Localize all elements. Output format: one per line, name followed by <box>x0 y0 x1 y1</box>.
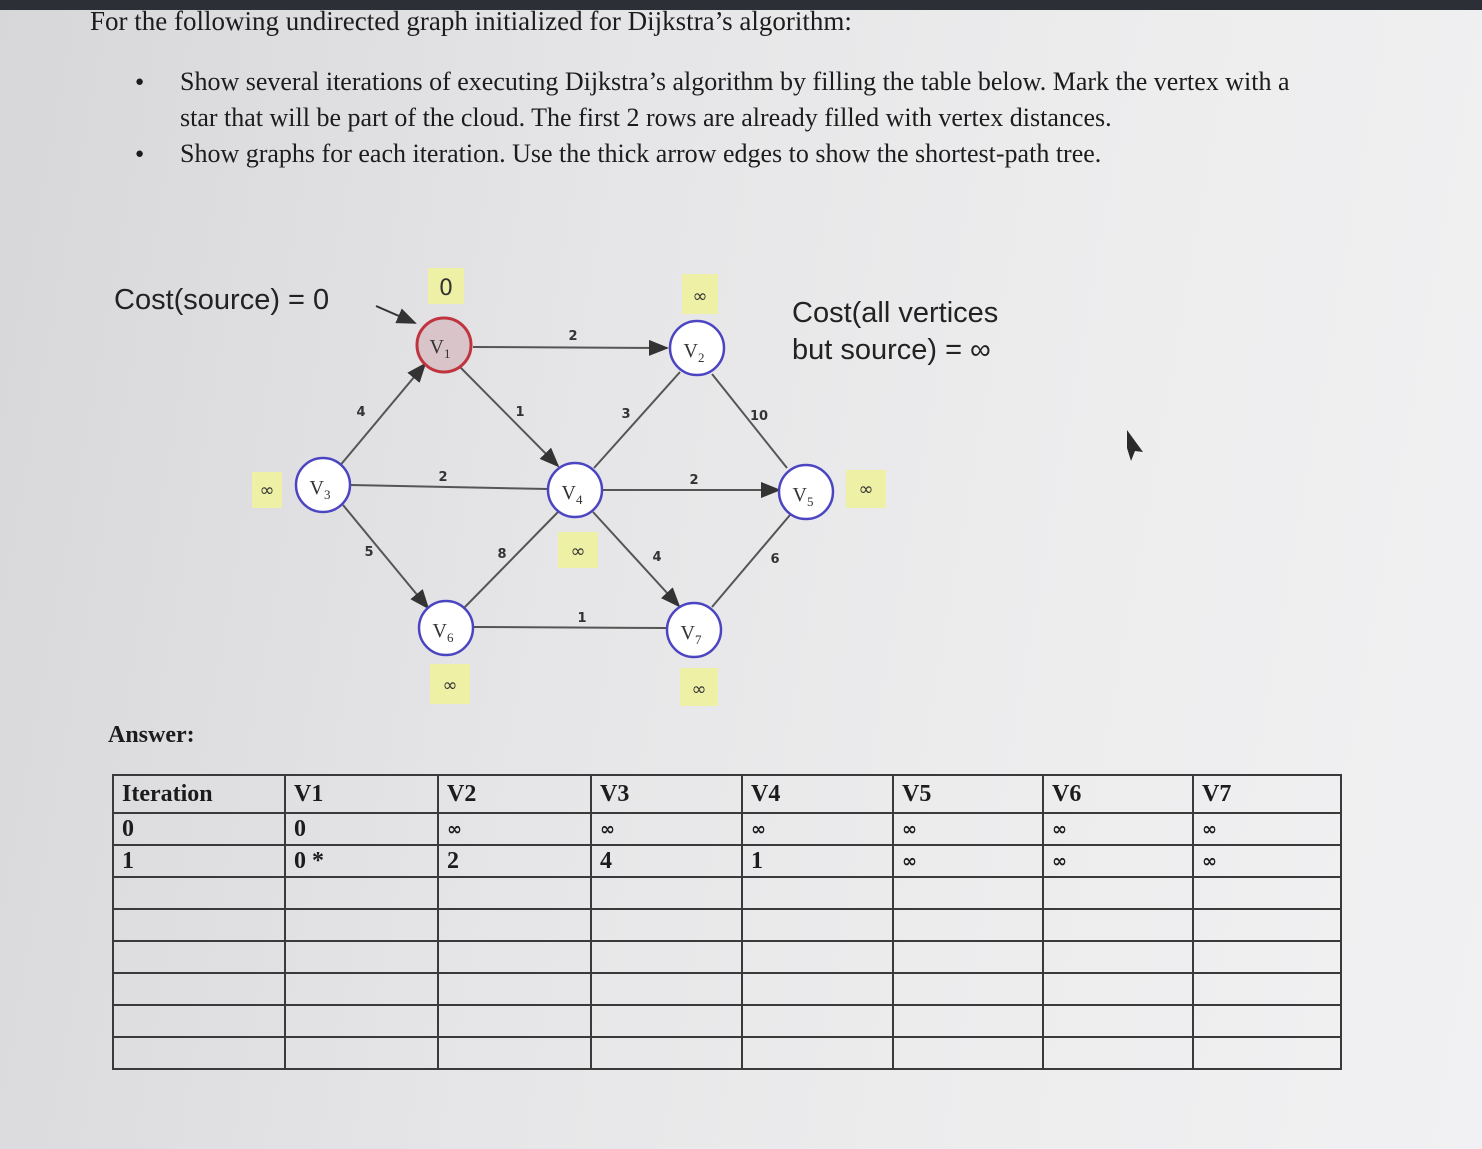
edge-weight: 2 <box>568 329 578 344</box>
edge-weight: 6 <box>770 552 780 567</box>
table-cell[interactable]: ∞ <box>893 813 1043 845</box>
table-cell[interactable] <box>742 973 893 1005</box>
table-cell[interactable]: ∞ <box>893 845 1043 877</box>
source-pointer-arrow <box>376 306 415 323</box>
table-cell[interactable] <box>113 909 285 941</box>
table-cell[interactable] <box>893 1037 1043 1069</box>
table-cell[interactable]: ∞ <box>1043 845 1193 877</box>
edge-weight: 2 <box>438 470 448 485</box>
vertex-label: $V_2$ <box>683 340 705 365</box>
table-cell[interactable] <box>893 877 1043 909</box>
vertex-label: $V_7$ <box>680 622 702 647</box>
table-cell[interactable]: 1 <box>113 845 285 877</box>
column-header: V7 <box>1193 775 1341 813</box>
cost-source-label: Cost(source) = 0 <box>114 284 330 316</box>
table-cell[interactable] <box>285 941 438 973</box>
distance-label-v7: ∞ <box>691 679 707 700</box>
table-row <box>113 909 1341 941</box>
vertex-label: $V_3$ <box>309 477 331 502</box>
table-cell[interactable] <box>893 941 1043 973</box>
table-cell[interactable] <box>113 941 285 973</box>
table-cell[interactable] <box>1043 909 1193 941</box>
table-cell[interactable] <box>742 941 893 973</box>
edge-weight: 1 <box>577 611 587 626</box>
table-row <box>113 845 1341 877</box>
table-cell[interactable] <box>591 1037 742 1069</box>
edge-weight: 1 <box>515 405 525 420</box>
cost-others-label: but source) = ∞ <box>792 334 991 366</box>
table-cell[interactable] <box>591 877 742 909</box>
table-cell[interactable]: 2 <box>438 845 591 877</box>
table-cell[interactable]: ∞ <box>742 813 893 845</box>
edge-v4-v7 <box>593 512 679 606</box>
edge-weight: 4 <box>356 405 366 420</box>
edge-weight: 5 <box>364 545 374 560</box>
dijkstra-iteration-table <box>112 774 1342 1070</box>
instruction-list <box>135 64 1315 172</box>
distance-label-v4: ∞ <box>570 541 586 562</box>
table-row <box>113 1037 1341 1069</box>
table-cell[interactable] <box>1193 877 1341 909</box>
table-cell[interactable] <box>591 909 742 941</box>
table-cell[interactable]: ∞ <box>1043 813 1193 845</box>
table-cell[interactable] <box>1193 973 1341 1005</box>
mouse-cursor-icon <box>1127 430 1143 461</box>
cost-others-label: Cost(all vertices <box>792 297 999 329</box>
table-cell[interactable] <box>285 877 438 909</box>
edge-weight: 10 <box>749 409 769 424</box>
distance-label-v3: ∞ <box>259 480 275 501</box>
table-cell[interactable] <box>1193 909 1341 941</box>
table-cell[interactable] <box>113 877 285 909</box>
distance-label-v2: ∞ <box>692 286 708 307</box>
table-cell[interactable] <box>113 973 285 1005</box>
column-header: V1 <box>285 775 438 813</box>
table-cell[interactable] <box>893 909 1043 941</box>
table-cell[interactable]: 1 <box>742 845 893 877</box>
table-cell[interactable] <box>1043 941 1193 973</box>
table-cell[interactable] <box>591 941 742 973</box>
table-cell[interactable] <box>742 909 893 941</box>
column-header: V4 <box>742 775 893 813</box>
edge-v1-v2 <box>473 347 667 348</box>
table-cell[interactable] <box>1193 1037 1341 1069</box>
table-cell[interactable] <box>438 941 591 973</box>
table-cell[interactable] <box>1193 941 1341 973</box>
table-cell[interactable] <box>113 1005 285 1037</box>
table-cell[interactable]: ∞ <box>438 813 591 845</box>
table-cell[interactable] <box>285 909 438 941</box>
table-cell[interactable] <box>742 877 893 909</box>
distance-label-v1: 0 <box>439 276 453 301</box>
vertex-label: $V_6$ <box>432 620 454 645</box>
distance-label-v6: ∞ <box>442 675 458 696</box>
table-cell[interactable] <box>893 1005 1043 1037</box>
table-cell[interactable] <box>438 1037 591 1069</box>
edge-v4-v2 <box>594 372 680 468</box>
table-cell[interactable] <box>742 1037 893 1069</box>
table-cell[interactable]: 0 * <box>285 845 438 877</box>
table-cell[interactable] <box>1043 973 1193 1005</box>
table-cell[interactable] <box>285 1005 438 1037</box>
table-cell[interactable] <box>113 1037 285 1069</box>
table-header-row <box>113 775 1341 813</box>
edge-v3-v4 <box>350 485 548 489</box>
table-row <box>113 973 1341 1005</box>
edge-weight: 3 <box>621 407 631 422</box>
table-cell[interactable] <box>742 1005 893 1037</box>
table-cell[interactable] <box>1043 877 1193 909</box>
table-cell[interactable] <box>591 973 742 1005</box>
table-cell[interactable]: ∞ <box>591 813 742 845</box>
question-heading: For the following undirected graph initialized for Dijkstra’s algorithm: <box>90 6 852 36</box>
column-header: Iteration <box>113 775 285 813</box>
table-cell[interactable] <box>1043 1005 1193 1037</box>
edge-v6-v4 <box>462 512 558 610</box>
vertex-label: $V_1$ <box>429 336 451 361</box>
table-cell[interactable] <box>438 1005 591 1037</box>
instruction-item: ● Show several iterations of executing Dijkstra’s algorithm by filling the table below. Mark the vertex with a star that will be part of the cloud. The first 2 rows are already filled with vertex distances. <box>135 64 1315 136</box>
table-row <box>113 941 1341 973</box>
table-cell[interactable]: 0 <box>113 813 285 845</box>
edge-weight: 8 <box>497 547 507 562</box>
edge-weight: 4 <box>652 550 662 565</box>
table-cell[interactable] <box>285 973 438 1005</box>
column-header: V6 <box>1043 775 1193 813</box>
table-row <box>113 813 1341 845</box>
table-cell[interactable]: 0 <box>285 813 438 845</box>
edge-v3-v6 <box>343 505 428 608</box>
table-row <box>113 877 1341 909</box>
table-cell[interactable] <box>438 973 591 1005</box>
vertex-v1-source <box>417 318 471 372</box>
table-cell[interactable] <box>285 1037 438 1069</box>
table-cell[interactable]: 4 <box>591 845 742 877</box>
table-cell[interactable] <box>438 909 591 941</box>
graph-diagram <box>0 260 1482 720</box>
table-cell[interactable]: ∞ <box>1193 813 1341 845</box>
instruction-item: ● Show graphs for each iteration. Use the thick arrow edges to show the shortest-path tree. <box>135 136 1315 172</box>
edge-weight: 2 <box>689 473 699 488</box>
vertex-label: $V_4$ <box>561 482 583 507</box>
edge-v3-v1 <box>338 364 425 468</box>
table-cell[interactable]: ∞ <box>1193 845 1341 877</box>
vertex-label: $V_5$ <box>792 484 814 509</box>
table-cell[interactable] <box>591 1005 742 1037</box>
table-cell[interactable] <box>438 877 591 909</box>
column-header: V3 <box>591 775 742 813</box>
table-cell[interactable] <box>1043 1037 1193 1069</box>
table-row <box>113 1005 1341 1037</box>
edge-v6-v7 <box>474 627 666 628</box>
column-header: V2 <box>438 775 591 813</box>
table-cell[interactable] <box>893 973 1043 1005</box>
table-cell[interactable] <box>1193 1005 1341 1037</box>
answer-label: Answer: <box>108 722 195 748</box>
column-header: V5 <box>893 775 1043 813</box>
edge-v1-v4 <box>460 367 558 466</box>
distance-label-v5: ∞ <box>858 479 874 500</box>
